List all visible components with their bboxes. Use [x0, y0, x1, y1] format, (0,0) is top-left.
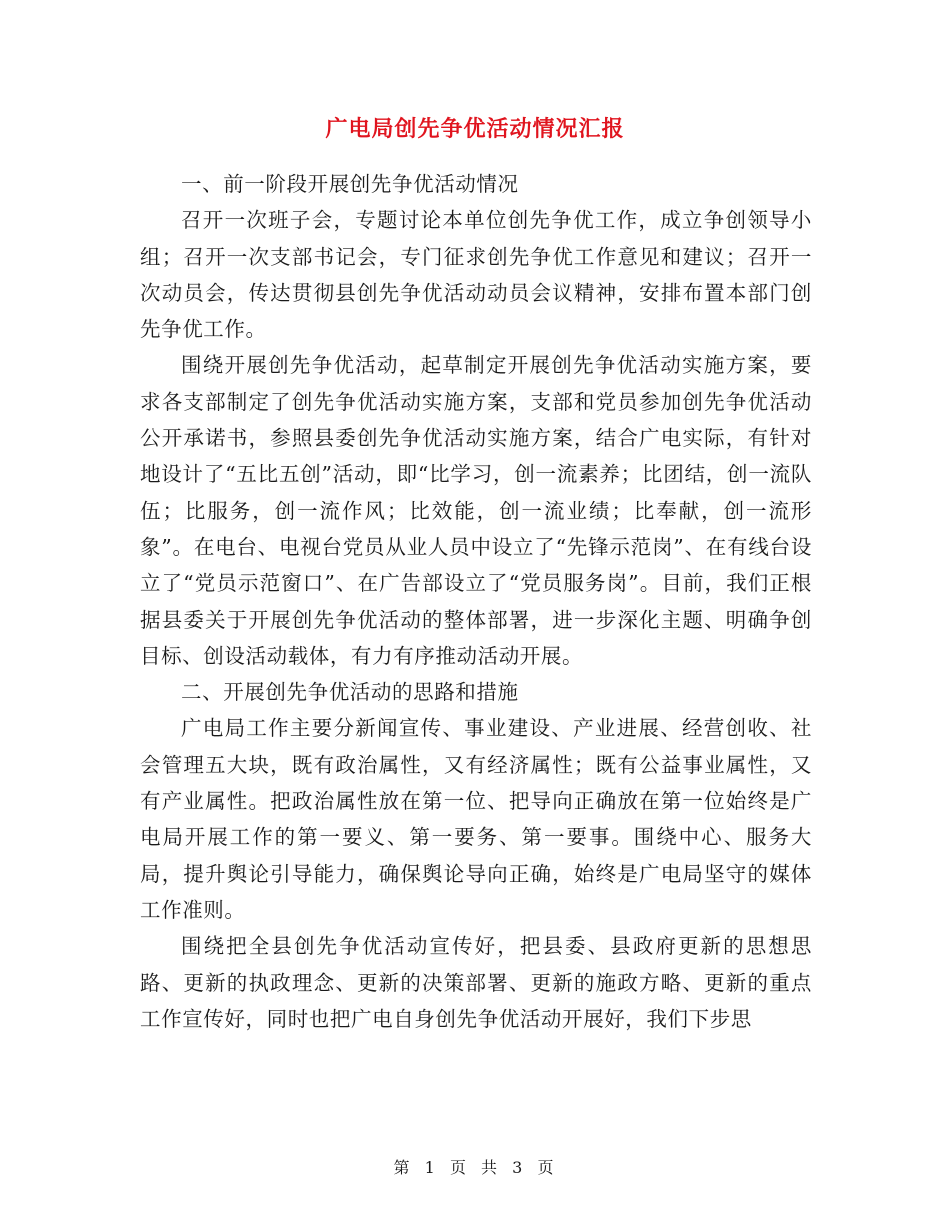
document-title: 广电局创先争优活动情况汇报 — [325, 117, 625, 142]
footer-prefix: 第 — [393, 1158, 413, 1177]
paragraph: 召开一次班子会，专题讨论本单位创先争优工作，成立争创领导小组；召开一次支部书记会，专门征求创先争优工作意见和建议；召开一次动员会，传达贯彻县创先争优活动动员会议精神，安排布置本部门创先争优工作。 — [140, 208, 812, 342]
paragraph: 广电局工作主要分新闻宣传、事业建设、产业进展、经营创收、社会管理五大块，既有政治属性，又有经济属性；既有公益事业属性，又有产业属性。把政治属性放在第一位、把导向正确放在第一位始终是广电局开展工作的第一要义、第一要务、第一要事。围绕中心、服务大局，提升舆论引导能力，确保舆论导向正确，始终是广电局坚守的媒体工作准则。 — [140, 716, 812, 922]
footer-total-label: 共 — [481, 1158, 501, 1177]
section-heading-1: 一、前一阶段开展创先争优活动情况 — [181, 172, 519, 196]
section-heading-2: 二、开展创先争优活动的思路和措施 — [181, 680, 519, 705]
paragraph: 围绕把全县创先争优活动宣传好，把县委、县政府更新的思想思路、更新的执政理念、更新的决策部署、更新的施政方略、更新的重点工作宣传好，同时也把广电自身创先争优活动开展好，我们下步思 — [140, 934, 812, 1031]
page-footer — [0, 1155, 950, 1178]
paragraph: 围绕开展创先争优活动，起草制定开展创先争优活动实施方案，要求各支部制定了创先争优活动实施方案，支部和党员参加创先争优活动公开承诺书，参照县委创先争优活动实施方案，结合广电实际，有针对地设计了“五比五创”活动，即“比学习，创一流素养；比团结，创一流队伍；比服务，创一流作风；比效能，创一流业绩；比奉献，创一流形象”。在电台、电视台党员从业人员中设立了“先锋示范岗”、在有线台设立了“党员示范窗口”、在广告部设立了“党员服务岗”。目前，我们正根据县委关于开展创先争优活动的整体部署，进一步深化主题、明确争创目标、创设活动载体，有力有序推动活动开展。 — [140, 353, 812, 668]
page-total: 3 — [512, 1158, 526, 1177]
page-number: 1 — [424, 1158, 438, 1177]
footer-page-label: 页 — [449, 1158, 469, 1177]
document-body — [140, 166, 812, 1037]
footer-suffix: 页 — [537, 1158, 557, 1177]
